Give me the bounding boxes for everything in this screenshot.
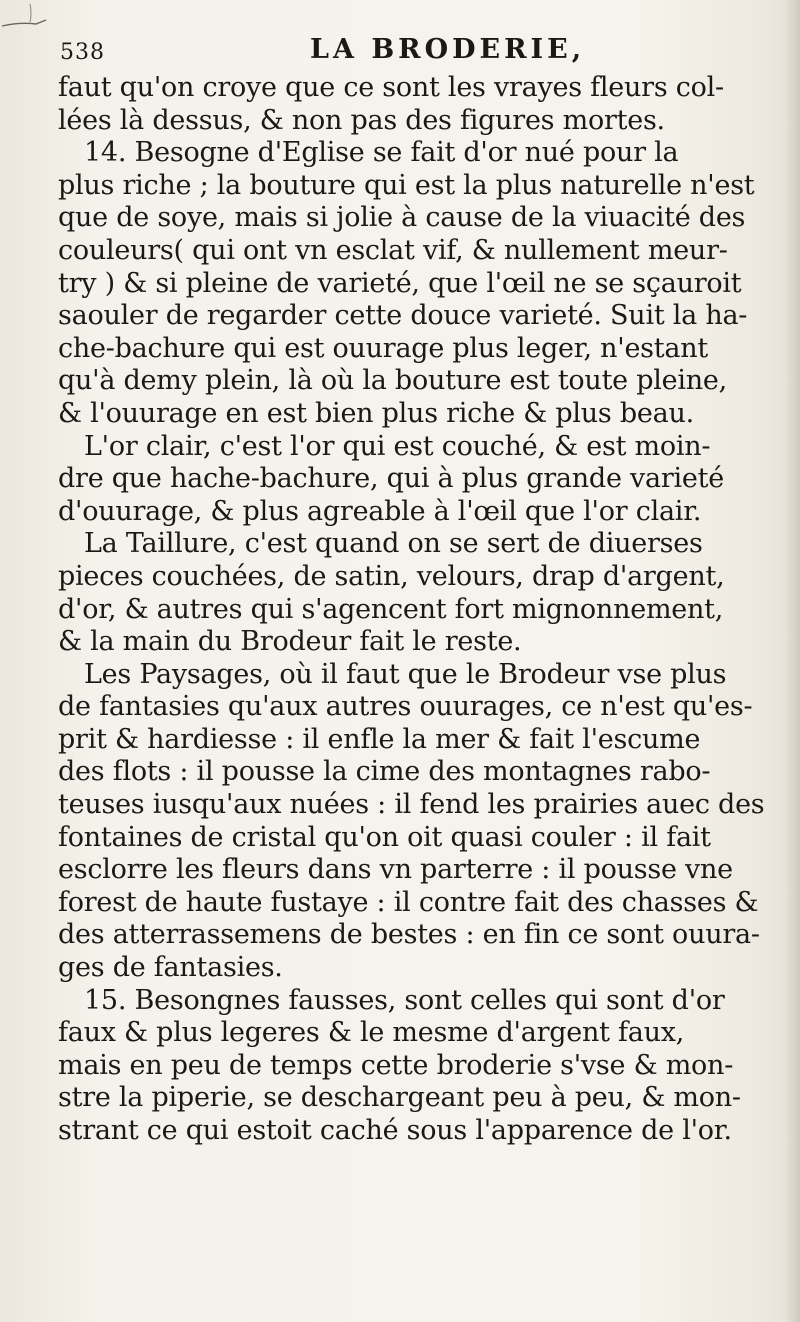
text-line: prit & hardiesse : il enfle la mer & fait l'escume [58, 723, 701, 755]
text-line: esclorre les fleurs dans vn parterre : il pousse vne [58, 854, 733, 886]
text-line: des atterrassemens de bestes : en fin ce sont ouura- [58, 919, 760, 951]
text-line: des flots : il pousse la cime des montagnes rabo- [58, 756, 711, 788]
text-line: teuses iusqu'aux nuées : il fend les prairies auec des [58, 789, 765, 821]
text-line: L'or clair, c'est l'or qui est couché, & est moin- [84, 430, 711, 462]
page-edge-shadow [786, 0, 800, 1322]
text-line: d'or, & autres qui s'agencent fort mignonnement, [58, 593, 724, 625]
text-line: forest de haute fustaye : il contre fait des chasses & [58, 886, 759, 918]
text-line: Les Paysages, où il faut que le Brodeur vse plus [84, 658, 727, 690]
page-header [60, 34, 760, 74]
text-line: & l'ouurage en est bien plus riche & plus beau. [58, 397, 694, 429]
text-line: La Taillure, c'est quand on se sert de diuerses [84, 528, 703, 560]
text-line: 15. Besongnes fausses, sont celles qui sont d'or [84, 984, 725, 1016]
text-line: & la main du Brodeur fait le reste. [58, 626, 522, 658]
corner-ink-mark [0, 0, 70, 34]
text-line: plus riche ; la bouture qui est la plus naturelle n'est [58, 169, 755, 201]
text-line: lées là dessus, & non pas des figures mortes. [58, 104, 665, 136]
text-line: pieces couchées, de satin, velours, drap d'argent, [58, 560, 725, 592]
running-head: LA BRODERIE, [310, 34, 586, 65]
text-line: que de soye, mais si jolie à cause de la viuacité des [58, 202, 746, 234]
text-line: d'ouurage, & plus agreable à l'œil que l'or clair. [58, 495, 702, 527]
text-line: dre que hache-bachure, qui à plus grande varieté [58, 463, 724, 495]
text-line: de fantasies qu'aux autres ouurages, ce n'est qu'es- [58, 691, 753, 723]
text-line: couleurs( qui ont vn esclat vif, & nullement meur- [58, 234, 728, 266]
text-line: che-bachure qui est ouurage plus leger, n'estant [58, 332, 708, 364]
text-line: stre la piperie, se deschargeant peu à peu, & mon- [58, 1082, 741, 1114]
text-line: faux & plus legeres & le mesme d'argent faux, [58, 1017, 685, 1049]
page-number: 538 [60, 40, 105, 65]
body-text [58, 72, 774, 1148]
text-line: 14. Besogne d'Eglise se fait d'or nué pour la [84, 137, 679, 169]
text-line: qu'à demy plein, là où la bouture est toute pleine, [58, 365, 727, 397]
text-line: mais en peu de temps cette broderie s'vse & mon- [58, 1049, 734, 1081]
text-line: strant ce qui estoit caché sous l'apparence de l'or. [58, 1115, 732, 1146]
text-line: try ) & si pleine de varieté, que l'œil ne se sçauroit [58, 267, 742, 299]
text-line: faut qu'on croye que ce sont les vrayes fleurs col- [58, 72, 724, 103]
text-line: ges de fantasies. [58, 952, 283, 984]
text-line: saouler de regarder cette douce varieté. Suit la ha- [58, 300, 748, 332]
text-line: fontaines de cristal qu'on oit quasi couler : il fait [58, 821, 711, 853]
